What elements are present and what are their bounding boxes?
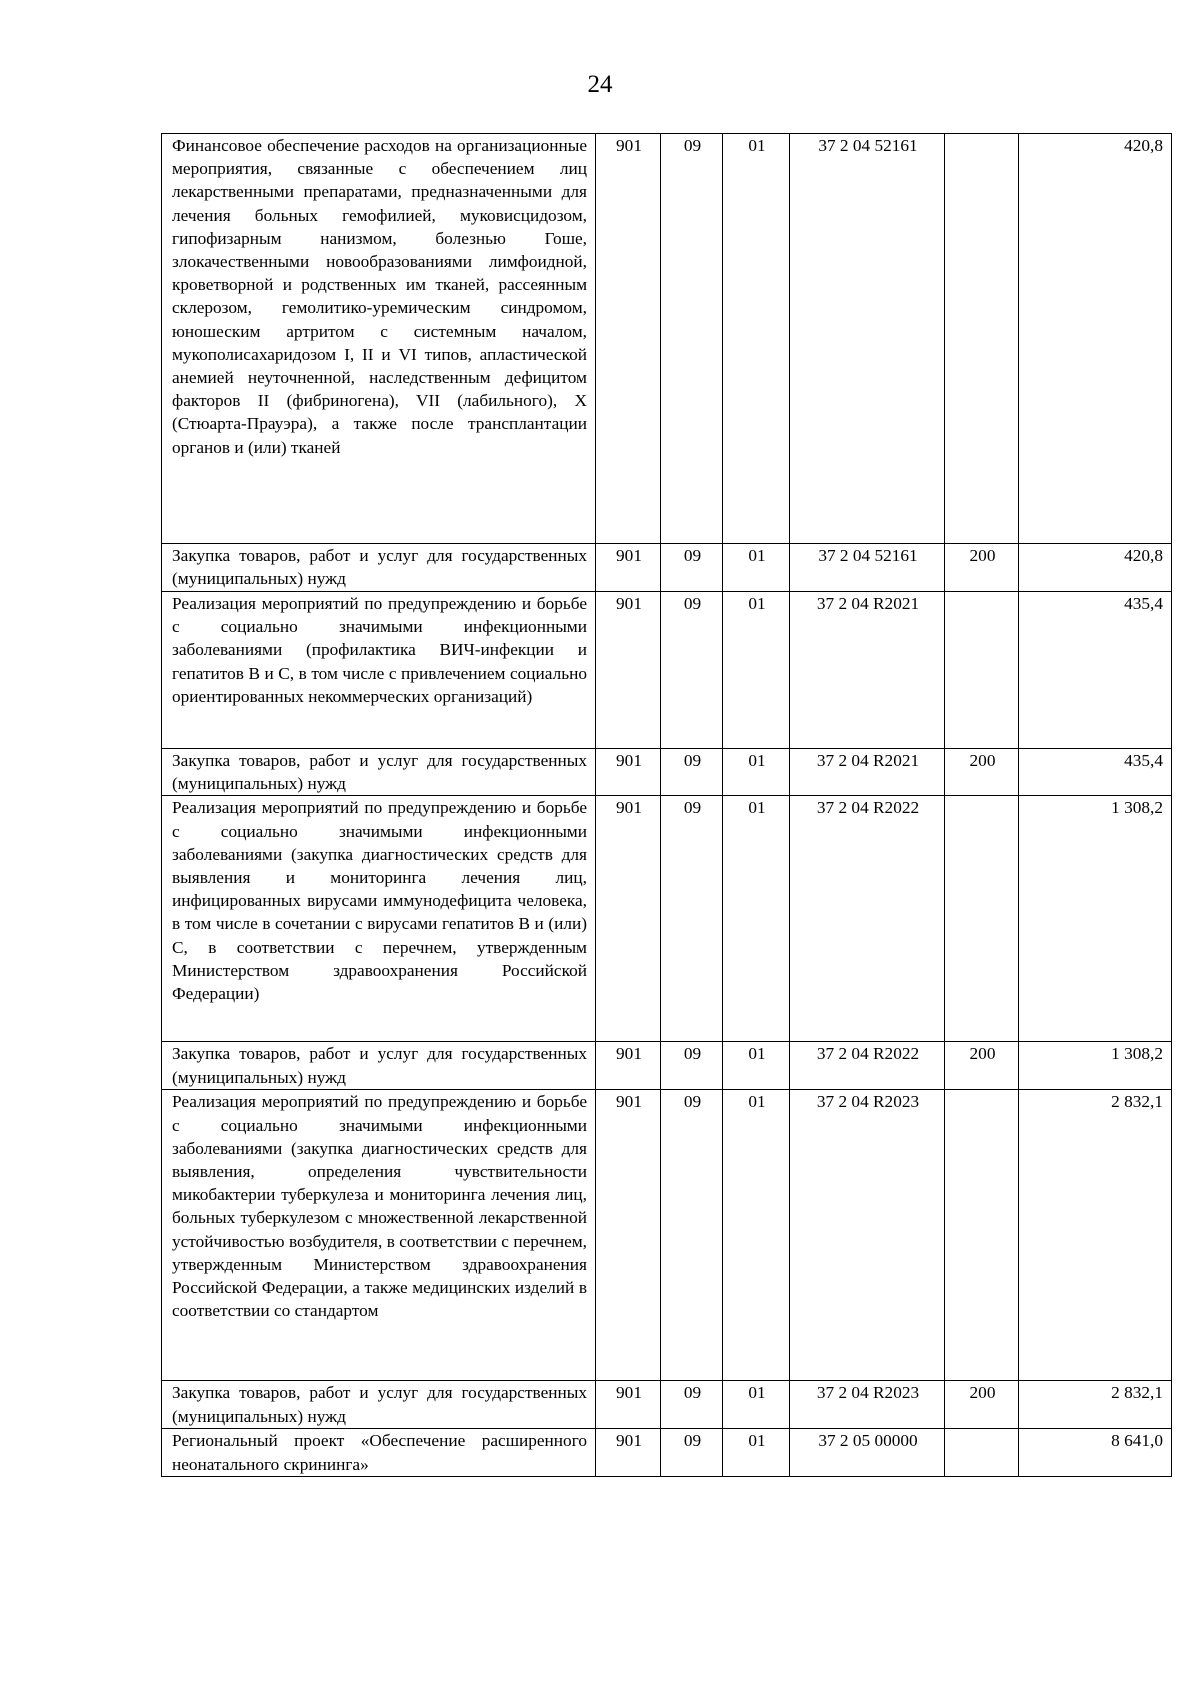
budget-table bbox=[161, 133, 1172, 1477]
ministry-code: 901 bbox=[596, 749, 661, 796]
ministry-code: 901 bbox=[596, 592, 661, 749]
amount-value: 420,8 bbox=[1019, 544, 1172, 592]
table-row bbox=[162, 796, 1172, 1042]
expense-type-code bbox=[945, 592, 1019, 749]
target-article-code: 37 2 04 R2022 bbox=[790, 796, 945, 1042]
target-article-code: 37 2 04 52161 bbox=[790, 134, 945, 544]
section-code: 09 bbox=[661, 796, 723, 1042]
table-row bbox=[162, 1381, 1172, 1429]
expense-type-code bbox=[945, 1429, 1019, 1477]
expense-type-code: 200 bbox=[945, 749, 1019, 796]
table-row bbox=[162, 1042, 1172, 1090]
row-description: Региональный проект «Обеспечение расширенного неонатального скрининга» bbox=[162, 1429, 596, 1477]
amount-value: 1 308,2 bbox=[1019, 1042, 1172, 1090]
amount-value: 2 832,1 bbox=[1019, 1090, 1172, 1381]
section-code: 09 bbox=[661, 544, 723, 592]
expense-type-code bbox=[945, 1090, 1019, 1381]
section-code: 09 bbox=[661, 1042, 723, 1090]
expense-type-code bbox=[945, 796, 1019, 1042]
section-code: 09 bbox=[661, 1381, 723, 1429]
subsection-code: 01 bbox=[723, 1042, 790, 1090]
row-description: Закупка товаров, работ и услуг для государственных (муниципальных) нужд bbox=[162, 544, 596, 592]
section-code: 09 bbox=[661, 1090, 723, 1381]
row-description: Закупка товаров, работ и услуг для государственных (муниципальных) нужд bbox=[162, 1381, 596, 1429]
subsection-code: 01 bbox=[723, 134, 790, 544]
target-article-code: 37 2 04 R2023 bbox=[790, 1381, 945, 1429]
table-row bbox=[162, 544, 1172, 592]
subsection-code: 01 bbox=[723, 796, 790, 1042]
subsection-code: 01 bbox=[723, 544, 790, 592]
table-row bbox=[162, 1090, 1172, 1381]
row-description: Реализация мероприятий по предупреждению и борьбе с социально значимыми инфекционными заболеваниями (закупка диагностических средств для выявления, определения чувствительности микобактерии туберкулеза и мониторинга лечения лиц, больных туберкулезом с множественной лекарственной устойчивостью возбудителя, в соответствии с перечнем, утвержденным Министерством здравоохранения Российской Федерации, а также медицинских изделий в соответствии со стандартом bbox=[162, 1090, 596, 1381]
subsection-code: 01 bbox=[723, 1090, 790, 1381]
amount-value: 8 641,0 bbox=[1019, 1429, 1172, 1477]
expense-type-code: 200 bbox=[945, 1042, 1019, 1090]
target-article-code: 37 2 04 R2023 bbox=[790, 1090, 945, 1381]
ministry-code: 901 bbox=[596, 544, 661, 592]
amount-value: 1 308,2 bbox=[1019, 796, 1172, 1042]
row-description: Финансовое обеспечение расходов на организационные мероприятия, связанные с обеспечением лиц лекарственными препаратами, предназначенными для лечения больных гемофилией, муковисцидозом, гипофизарным нанизмом, болезнью Гоше, злокачественными новообразованиями лимфоидной, кроветворной и родственных им тканей, рассеянным склерозом, гемолитико-уремическим синдромом, юношеским артритом с системным началом, мукополисахаридозом I, II и VI типов, апластической анемией неуточненной, наследственным дефицитом факторов II (фибриногена), VII (лабильного), X (Стюарта-Прауэра), а также после трансплантации органов и (или) тканей bbox=[162, 134, 596, 544]
target-article-code: 37 2 04 R2022 bbox=[790, 1042, 945, 1090]
section-code: 09 bbox=[661, 1429, 723, 1477]
ministry-code: 901 bbox=[596, 1042, 661, 1090]
target-article-code: 37 2 04 52161 bbox=[790, 544, 945, 592]
ministry-code: 901 bbox=[596, 796, 661, 1042]
row-description: Реализация мероприятий по предупреждению и борьбе с социально значимыми инфекционными заболеваниями (профилактика ВИЧ-инфекции и гепатитов B и C, в том числе с привлечением социально ориентированных некоммерческих организаций) bbox=[162, 592, 596, 749]
section-code: 09 bbox=[661, 592, 723, 749]
amount-value: 2 832,1 bbox=[1019, 1381, 1172, 1429]
expense-type-code bbox=[945, 134, 1019, 544]
amount-value: 435,4 bbox=[1019, 592, 1172, 749]
amount-value: 420,8 bbox=[1019, 134, 1172, 544]
subsection-code: 01 bbox=[723, 1381, 790, 1429]
ministry-code: 901 bbox=[596, 1381, 661, 1429]
amount-value: 435,4 bbox=[1019, 749, 1172, 796]
row-description: Закупка товаров, работ и услуг для государственных (муниципальных) нужд bbox=[162, 1042, 596, 1090]
ministry-code: 901 bbox=[596, 1090, 661, 1381]
table-row bbox=[162, 592, 1172, 749]
table-row bbox=[162, 749, 1172, 796]
section-code: 09 bbox=[661, 749, 723, 796]
table-row bbox=[162, 1429, 1172, 1477]
table-row bbox=[162, 134, 1172, 544]
subsection-code: 01 bbox=[723, 1429, 790, 1477]
target-article-code: 37 2 04 R2021 bbox=[790, 592, 945, 749]
target-article-code: 37 2 04 R2021 bbox=[790, 749, 945, 796]
subsection-code: 01 bbox=[723, 749, 790, 796]
section-code: 09 bbox=[661, 134, 723, 544]
target-article-code: 37 2 05 00000 bbox=[790, 1429, 945, 1477]
row-description: Реализация мероприятий по предупреждению и борьбе с социально значимыми инфекционными заболеваниями (закупка диагностических средств для выявления и мониторинга лечения лиц, инфицированных вирусами иммунодефицита человека, в том числе в сочетании с вирусами гепатитов B и (или) C, в соответствии с перечнем, утвержденным Министерством здравоохранения Российской Федерации) bbox=[162, 796, 596, 1042]
subsection-code: 01 bbox=[723, 592, 790, 749]
page-number: 24 bbox=[587, 71, 613, 98]
expense-type-code: 200 bbox=[945, 544, 1019, 592]
ministry-code: 901 bbox=[596, 1429, 661, 1477]
expense-type-code: 200 bbox=[945, 1381, 1019, 1429]
row-description: Закупка товаров, работ и услуг для государственных (муниципальных) нужд bbox=[162, 749, 596, 796]
ministry-code: 901 bbox=[596, 134, 661, 544]
